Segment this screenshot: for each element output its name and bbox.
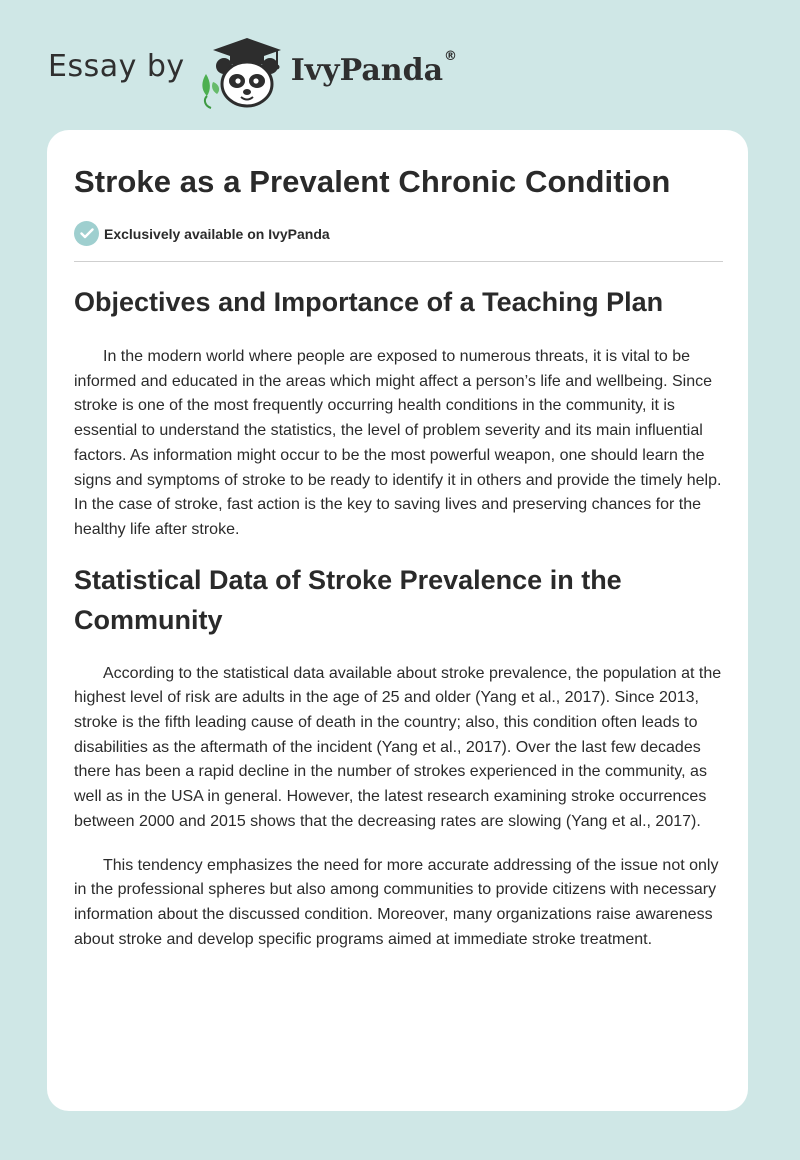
essay-body [74,282,726,952]
brand-header[interactable] [48,34,457,110]
exclusive-text: Exclusively available on IvyPanda [104,225,330,242]
exclusive-badge [74,221,330,246]
check-circle-icon [74,221,99,246]
paragraph: In the modern world where people are exposed to numerous threats, it is vital to be informed and educated in the areas which might affect a person’s life and wellbeing. Since stroke is one of the most frequently occurring health conditions in the community, it is essential to understand the statistics, the level of problem severity and its main influential factors. As information might occur to be the most powerful weapon, one should learn the signs and symptoms of stroke to be ready to identify it in others and provide the timely help. In the case of stroke, fast action is the key to saving lives and preserving chances for the healthy life after stroke. [74,348,722,538]
brand-name: IvyPanda [290,52,444,88]
paragraph: This tendency emphasizes the need for more accurate addressing of the issue not only in the professional spheres but also among communities to provide citizens with necessary information about the discussed condition. Moreover, many organizations raise awareness about stroke and develop specific programs aimed at immediate stroke treatment. [74,856,719,948]
brand-prefix: Essay by [48,48,185,84]
section-heading-objectives: Objectives and Importance of a Teaching Plan [74,287,664,317]
section-heading-statistics: Statistical Data of Stroke Prevalence in the Community [74,564,622,635]
registered-mark: ® [444,48,458,64]
divider [74,261,723,262]
essay-title: Stroke as a Prevalent Chronic Condition [74,164,671,199]
paragraph: According to the statistical data available about stroke prevalence, the population at the highest level of risk are adults in the age of 25 and older (Yang et al., 2017). Since 2013, stroke is the fifth leading cause of death in the country; also, this condition often leads to disabilities as the aftermath of the incident (Yang et al., 2017). Over the last few decades there has been a rapid decline in the number of strokes experienced in the community, as well as in the USA in general. However, the latest research examining stroke occurrences between 2000 and 2015 shows that the decreasing rates are slowing (Yang et al., 2017). [74,664,722,830]
panda-logo-icon [197,34,289,110]
essay-card [47,130,748,1111]
